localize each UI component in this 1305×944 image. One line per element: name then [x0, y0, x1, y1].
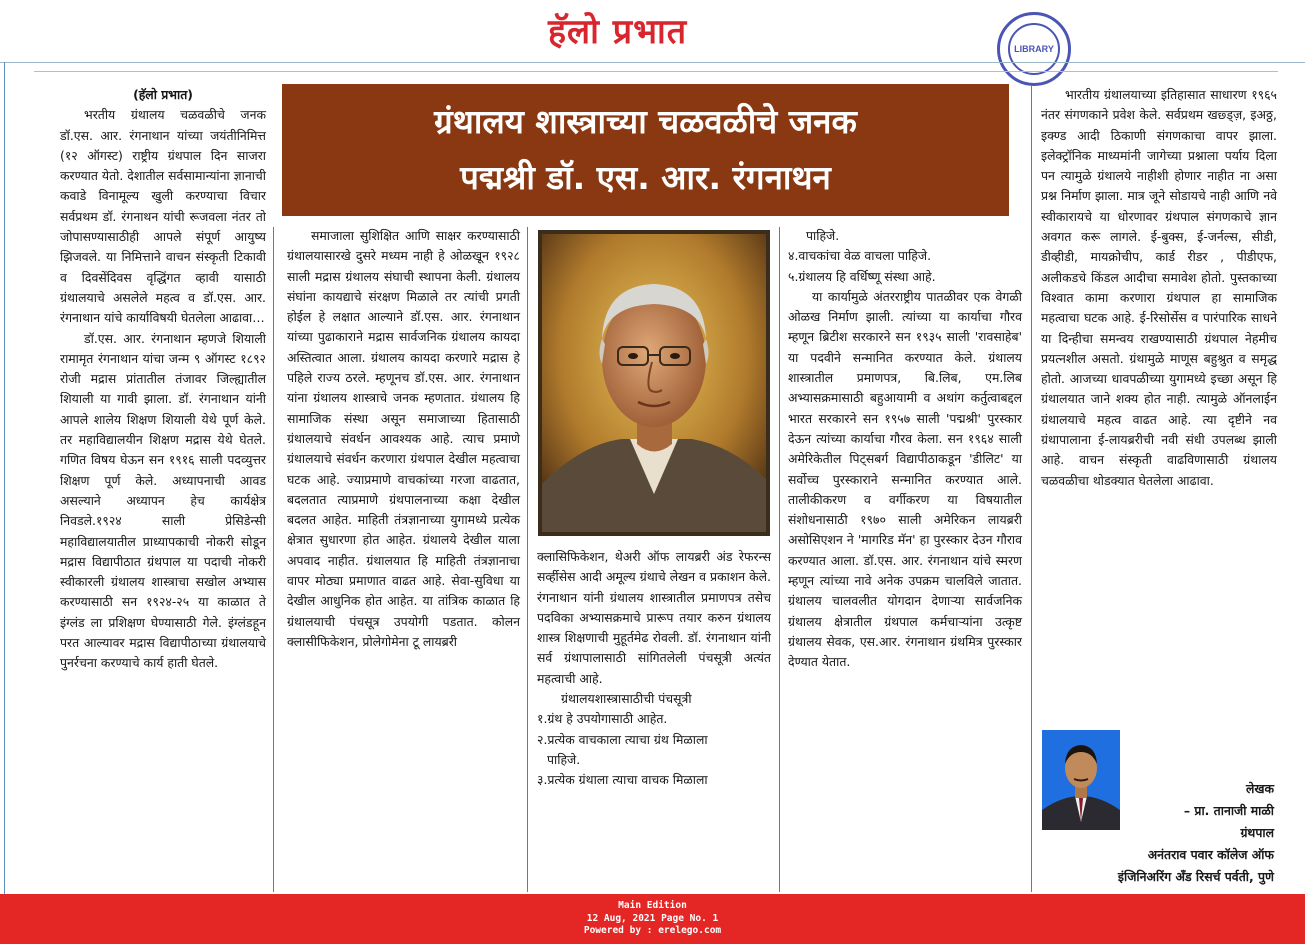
five-laws-heading: ग्रंथालयशास्त्रासाठीची पंचसूत्री: [561, 691, 692, 707]
ranganathan-portrait-image: [542, 234, 766, 532]
column-divider-3: [779, 227, 780, 892]
law-1: १.ग्रंथ हे उपयोगासाठी आहेत.: [537, 711, 668, 727]
biography-paragraph: डॉ.एस. आर. रंगनाथान म्हणजे शियाली रामामृत रंगनाथान यांचा जन्म ९ ऑगस्ट १८९२ रोजी मद्रास प्रांतातील तंजावर जिल्ह्यातील शियाली या गावी झाला. डॉ. रंगनाथान यांनी आपले शालेय शिक्षण शियाली येथे पूर्ण केले. तर महाविद्यालयीन शिक्षण मद्रास येथे घेतले. गणित विषय घेऊन सन १९१६ साली पदव्युत्तर शिक्षण पूर्ण केले. अध्यापनाची आवड असल्याने अध्यापन हेच कार्यक्षेत्र निवडले.१९२४ साली प्रेसिडेन्सी महाविद्यालयातील प्राध्यापकाची नोकरी सोडून मद्रास विद्यापीठात ग्रंथपाल या पदाची नोकरी स्वीकारली ग्रंथालय शास्त्राचा सखोल अभ्यास करण्यासाठी सन १९२४-२५ या काळात ते इंग्लंड ला प्रशिक्षण घेण्यासाठी गेले. इंग्लंडहून परत आल्यावर मद्रास विद्यापीठाच्या ग्रंथालयाचे पुनर्रचना करण्याचे कार्य हाती घेतले.: [60, 330, 266, 671]
byline-college: अनंतराव पवार कॉलेज ऑफ: [1147, 847, 1274, 862]
library-seal-inner: [1008, 23, 1060, 75]
digital-library-paragraph: भारतीय ग्रंथालयाच्या इतिहासात साधारण १९६५ नंतर संगणकाने प्रवेश केले. सर्वप्रथम खछ्ड्ज़, इअठ्ठ, इक्ण्ड आदी ठिकाणी संगणकाचा वापर झाला. इलेक्ट्रॉनिक माध्यमांनी जागेच्या प्रश्नाला पर्याय दिला पन त्यामुळे ग्रंथालये नाहीशी होणार नाहीत ना असा प्रश्न निर्माण झाला. मात्र जूने सोडायचे नाही आणि नवे स्वीकारायचे या धोरणावर ग्रंथपाल संगणकाचे ज्ञान अवगत करू लागले. ई-बुक्स, ई-जर्नल्स, सीडी, डीव्हीडी, मायक्रोचीप, कार्ड रीडर , पीडीएफ, अलीकडचे किंडल आदीचा समावेश होतो. पुस्तकाच्या विश्वात कामा करणारा ग्रंथपाल हा सामाजिक महत्वाचा घटक आहे. ई-रिसोर्सेस व पारंपारिक साधने या दिन्हीचा समन्वय राखण्यासाठी ग्रंथपाल नेहमीच प्रयत्नशील असतो. ग्रंथामुळे माणूस बहुश्रुत व समृद्ध होतो. आजच्या धावपळीच्या युगामध्ये इच्छा असून हि ग्रंथालयात जाने शक्य होत नाही. त्यामुळे ऑनलाईन ग्रंथालयाचे महत्व वाढत आहे. त्या दृष्टीने नव ग्रंथापालाना ई-लायब्ररीची नवी संधी उपलब्ध झाली आहे. वाचन संस्कृती वाढविणासाठी ग्रंथालय चळवळीचा थोडक्यात घेतलेला आढावा.: [1041, 87, 1277, 488]
author-byline: [1060, 778, 1274, 888]
intro-paragraph: भरतीय ग्रंथालय चळवळीचे जनक डॉ.एस. आर. रंगनाथान यांच्या जयंतीनिमित्त (१२ ऑगस्ट) राष्ट्रीय ग्रंथपाल दिन साजरा करण्यात येतो. देशातील सर्वसामान्यांना ज्ञानाची कवाडे विनामूल्य खुली करण्याचा विचार सर्वप्रथम डॉ. रंगनाथन यांची रूजवला नंतर तो जोपासण्यासाठीही आपले संपूर्ण आयुष्य झिजवले. या निमित्ताने वाचन संस्कृती टिकावी व दिवसेंदिवस वृद्धिंगत व्हावी यासाठी ग्रंथालयाचे असलेले महत्व व डॉ.एस. आर. रंगनाथान यांचे कार्याविषयी घेतलेला आढावा…: [60, 107, 266, 326]
footer-powered-link[interactable]: Powered by : erelego.com: [583, 925, 722, 937]
column-divider-4: [1031, 85, 1032, 892]
byline-author-name: – प्रा. तानाजी माळी: [1183, 803, 1274, 818]
masthead-title: हॅलो प्रभात: [548, 12, 688, 52]
top-rule: [0, 62, 1305, 63]
law-3-cont: पाहिजे.: [806, 228, 840, 243]
article-column-5: [1041, 85, 1277, 491]
footer-date-page: 12 Aug, 2021 Page No. 1: [586, 912, 719, 924]
library-seal: [997, 12, 1071, 86]
byline-author-role: ग्रंथपाल: [1240, 825, 1274, 840]
column-divider-2: [527, 227, 528, 892]
law-3: ३.प्रत्येक ग्रंथाला त्याचा वाचक मिळाला: [537, 772, 708, 788]
column-divider-1: [273, 227, 274, 892]
headline-banner: [282, 84, 1009, 216]
column-dateline: (हॅलो प्रभात): [133, 87, 193, 102]
library-seal-text: LIBRARY: [1014, 44, 1054, 54]
footer-bar: [0, 894, 1305, 944]
works-paragraph: क्लासिफिकेशन, थेअरी ऑफ लायब्ररी अंड रेफरन्स सर्व्हीसेस आदी अमूल्य ग्रंथाचे लेखन व प्रकाशन केले. रंगनाथान यांनी ग्रंथालय शास्त्रातील प्रमाणपत्र तसेच पदविका अभ्यासक्रमाचे प्रारूप तयार करुन ग्रंथालय शास्त्र शिक्षणाची मुहूर्तमेढ रोवली. डॉ. रंगनाथान यांनी सर्व ग्रंथापालासाठी सांगितलेली पंचसूत्री अत्यंत महत्वाची आहे.: [537, 549, 771, 686]
portrait-painting: [538, 230, 770, 536]
article-column-1: [60, 85, 266, 674]
article-column-4: [788, 226, 1022, 673]
left-margin-rule: [4, 62, 5, 894]
awards-paragraph: या कार्यामुळे अंतरराष्ट्रीय पातळीवर एक वेगळी ओळख निर्माण झाली. त्यांच्या या कार्याचा गौरव म्हणून ब्रिटीश सरकारने सन १९३५ साली 'रावसाहेब' या पदवीने सन्मानित करण्यात केले. ग्रंथालय शास्त्रातील प्रमाणपत्र, बि.लिब, एम.लिब अभ्यासक्रमासाठी बहुआयामी व अथांग कर्तुत्वाबद्दल भारत सरकारने सन १९५७ साली 'पद्मश्री' पुरस्कार देऊन त्यांच्या कार्याचा गौरव केला. सन १९६४ साली अमेरिकेतील पिट्सबर्ग विद्यापीठाकडून 'डीलिट' या सर्वोच्च पुरस्काराने सन्मानित करण्यात आले. तालीकीकरण व वर्गीकरण या विषयातील संशोधनासाठी १९७० साली अमेरिकन लायब्ररी असोसिएशन ने 'मागरिड मॅन' हा पुरस्कार देउन गौराव करण्यात आला. डॉ.एस. आर. रंगनाथान यांचे स्मरण म्हणून त्यांच्या नावे अनेक उपक्रम चालविले जातात. ग्रंथालय चालवलीत योगदान देणाऱ्या सार्वजनिक ग्रंथालय क्षेत्रातील ग्रंथपाल कर्मचाऱ्यांना उत्कृष्ट ग्रंथालय सेवक, एस.आर. रंगनाथान ग्रंथमित्र पुरस्कार देण्यात येतात.: [788, 288, 1022, 670]
headline-line-1: ग्रंथालय शास्त्राच्या चळवळीचे जनक: [434, 102, 857, 141]
footer-edition: Main Edition: [618, 900, 687, 912]
article-column-3: [537, 547, 771, 791]
byline-college-line2: इंजिनिअरिंग अँड रिसर्च पर्वती, पुणे: [1117, 869, 1274, 884]
headline-line-2: पद्मश्री डॉ. एस. आर. रंगनाथन: [460, 158, 831, 197]
law-5: ५.ग्रंथालय हि वर्धिष्णू संस्था आहे.: [788, 268, 936, 284]
library-association-paragraph: समाजाला सुशिक्षित आणि साक्षर करण्यासाठी ग्रंथालयासारखे दुसरे मध्यम नाही हे ओळखून १९२८ साली मद्रास ग्रंथालय संघाची स्थापना केली. ग्रंथालय संघांना कायद्याचे संरक्षण मिळाले तर त्यांची प्रगती होईल हे लक्षात आल्याने डॉ.एस. आर. रंगनाथान यांच्या पुढाकाराने मद्रास सार्वजनिक ग्रंथालय कायदा अस्तित्वात आला. ग्रंथालय कायदा करणारे मद्रास हे पहिले राज्य ठरले. म्हणूनच डॉ.एस. आर. रंगनाथान यांना ग्रंथालय शास्त्राचे जनक म्हणतात. ग्रंथालय हि सामाजिक संस्था असून समाजाच्या हितासाठी ग्रंथालयाचे संवर्धन आवश्यक आहे. त्याच प्रमाणे ग्रंथालयाचे संवर्धन करणारा ग्रंथपाल देखील महत्वाचा घटक आहे. ज्याप्रमाणे वाचकांच्या गरजा वाढतात, बदलतात त्याप्रमाणे ग्रंथपालनाच्या कक्षा देखील बदलत आहेत. माहिती तंत्रज्ञानाच्या युगामध्ये प्रत्येक क्षेत्रात सुधारणा होत आहेत. ग्रंथालये देखील याला अपवाद नाहीत. ग्रंथालयात हि माहिती तंत्रज्ञानाचा वापर मोठ्या प्रमाणात वाढत आहे. सेवा-सुविधा या देखील आधुनिक होत आहेत. या तांत्रिक काळात हि ग्रंथालयाची पंचसूत्र उपयोगी पडतात. कोलन क्लासीफिकेशन, प्रोलेगोमेना टू लायब्ररी: [287, 228, 520, 649]
law-4: ४.वाचकांचा वेळ वाचला पाहिजे.: [788, 248, 932, 264]
law-2: २.प्रत्येक वाचकाला त्याचा ग्रंथ मिळाला: [537, 731, 708, 747]
content-top-rule: [34, 71, 1278, 72]
law-2-cont: पाहिजे.: [547, 751, 581, 767]
article-column-2: [287, 226, 520, 652]
byline-label: लेखक: [1245, 781, 1274, 796]
masthead: [0, 0, 1305, 62]
